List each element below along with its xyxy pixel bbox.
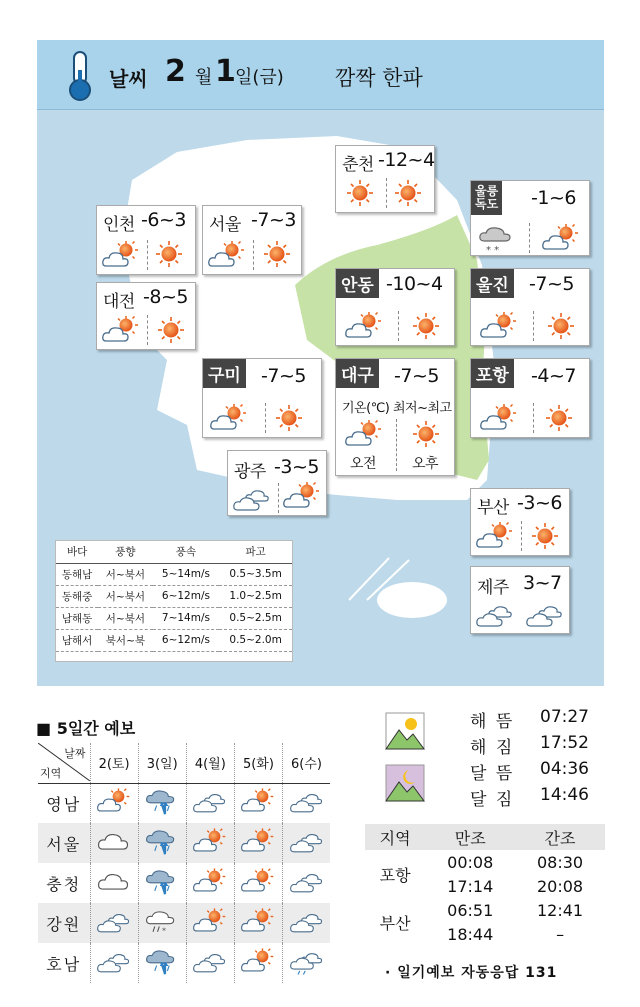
tide-low: 12:41 — [537, 900, 584, 920]
sun-cloud-icon — [209, 403, 249, 433]
city-temp: -7~5 — [394, 365, 439, 387]
city-name: 대전 — [103, 292, 135, 312]
city-name: 인천 — [103, 215, 135, 235]
city-temp: -3~5 — [274, 456, 319, 478]
sun-icon — [269, 403, 309, 433]
sun-cloud-icon — [344, 311, 384, 341]
sea-cell: 서~북서 — [98, 563, 152, 585]
divider — [521, 521, 522, 551]
sea-header: 바다 — [56, 541, 98, 563]
forecast-row — [38, 783, 330, 823]
table-row — [56, 563, 292, 585]
clouds-icon — [289, 867, 325, 895]
city-name: 안동 — [336, 269, 379, 298]
tide-header: 만조 — [425, 824, 515, 850]
city-card-pohang — [470, 358, 590, 438]
sun-cloud-icon — [192, 867, 228, 895]
day-header: 3(일) — [138, 743, 186, 783]
forecast-row — [38, 823, 330, 863]
city-card-seoul — [202, 205, 302, 275]
city-temp: -7~5 — [529, 273, 574, 295]
clouds-icon — [289, 827, 325, 855]
city-temp: -7~5 — [261, 365, 306, 387]
region-name: 영남 — [38, 783, 90, 823]
divider — [529, 223, 530, 253]
ars-info: · 일기예보 자동응답 131 — [385, 965, 558, 981]
region-name: 강원 — [38, 903, 90, 943]
sea-header: 풍향 — [98, 541, 152, 563]
city-temp: -6~3 — [141, 209, 186, 231]
corner-header — [38, 743, 90, 783]
clouds-icon — [96, 907, 132, 935]
tide-high: 00:08 — [447, 852, 494, 872]
tide-high: 17:14 — [447, 876, 494, 896]
am-label: 오전 — [350, 456, 377, 472]
moonrise-label: 달 뜸 — [470, 764, 515, 784]
table-row — [56, 629, 292, 651]
city-card-uljin — [470, 268, 590, 346]
day-header: 6(수) — [291, 757, 322, 773]
divider — [265, 403, 266, 433]
rain-clouds-icon — [289, 947, 325, 975]
sea-conditions-table — [55, 540, 293, 662]
tide-low: – — [556, 924, 565, 944]
divider — [533, 403, 534, 433]
clouds-icon — [192, 947, 228, 975]
snow-cloud-icon — [477, 223, 517, 253]
forecast-row — [38, 863, 330, 903]
divider — [253, 240, 254, 270]
sun-mountain-icon — [385, 712, 425, 750]
clouds-icon — [289, 787, 325, 815]
city-name: 광주 — [234, 462, 266, 482]
forecast-table — [38, 743, 330, 983]
city-temp: -3~6 — [517, 492, 562, 514]
city-temp: -12~4 — [378, 149, 435, 171]
tide-table — [365, 824, 605, 946]
tide-high: 06:51 — [447, 900, 494, 920]
clouds-icon — [232, 483, 272, 513]
clouds-icon — [525, 599, 565, 629]
moonset-label: 달 짐 — [470, 790, 515, 810]
forecast-title: ■ 5일간 예보 — [36, 719, 136, 738]
sea-cell: 북서~북 — [98, 629, 152, 651]
sun-cloud-icon — [541, 223, 581, 253]
divider — [398, 311, 399, 341]
sun-icon — [257, 239, 297, 269]
sun-cloud-icon — [240, 787, 276, 815]
divider — [386, 178, 387, 208]
city-name: 춘천 — [342, 155, 374, 175]
sun-cloud-icon — [101, 315, 141, 345]
cloud-icon — [96, 867, 132, 895]
forecast-row — [38, 943, 330, 983]
moonset-time: 14:46 — [540, 785, 589, 805]
moonrise-time: 04:36 — [540, 759, 589, 779]
sun-icon — [406, 419, 446, 449]
corner-date: 날짜 — [64, 747, 86, 760]
sun-cloud-icon — [479, 311, 519, 341]
pm-label: 오후 — [412, 456, 439, 472]
clouds-icon — [289, 907, 325, 935]
tide-region: 부산 — [379, 913, 411, 933]
temp-legend: 기온(℃) 최저~최고 — [342, 401, 452, 416]
day-header: 4(월) — [186, 743, 234, 783]
sea-header: 파고 — [219, 541, 292, 563]
city-card-andong — [335, 268, 455, 346]
day-unit: 일(금) — [235, 67, 284, 88]
sea-cell: 서~북서 — [98, 585, 152, 607]
clouds-icon — [475, 599, 515, 629]
sun-cloud-icon — [207, 240, 247, 270]
city-card-ulleung — [470, 180, 590, 256]
city-card-gwangju — [227, 450, 327, 516]
cloud-icon — [96, 827, 132, 855]
sea-cell: 동해중 — [56, 585, 98, 607]
sun-cloud-icon — [240, 827, 276, 855]
city-card-daegu — [335, 358, 455, 476]
sea-cell: 남해서 — [56, 629, 98, 651]
tide-header: 지역 — [365, 824, 425, 850]
table-row — [365, 850, 605, 874]
clouds-icon — [96, 947, 132, 975]
sun-icon — [149, 239, 189, 269]
divider — [147, 240, 148, 270]
divider — [278, 483, 279, 513]
city-card-daejeon — [96, 282, 196, 350]
sun-cloud-icon — [240, 907, 276, 935]
clouds-icon — [192, 787, 228, 815]
sea-cell: 6~12m/s — [153, 585, 220, 607]
moon-mountain-icon — [385, 764, 425, 802]
sunset-time: 17:52 — [540, 733, 589, 753]
weather-label: 날씨 — [109, 67, 148, 91]
month: 2 — [165, 54, 186, 89]
sun-cloud-icon — [344, 419, 384, 449]
sun-icon — [340, 178, 380, 208]
city-temp: -8~5 — [143, 286, 188, 308]
sun-cloud-icon — [101, 240, 141, 270]
city-card-busan — [470, 488, 570, 556]
city-name: 부산 — [477, 498, 509, 518]
city-name: 서울 — [209, 215, 241, 235]
tide-region: 포항 — [379, 865, 411, 885]
city-name: 대구 — [336, 359, 379, 388]
rain-cloud-icon — [144, 787, 180, 815]
divider — [533, 311, 534, 341]
sea-cell: 남해동 — [56, 607, 98, 629]
sun-cloud-icon — [192, 907, 228, 935]
sea-cell: 동해남 — [56, 563, 98, 585]
sea-cell: 서~북서 — [98, 607, 152, 629]
table-row — [56, 585, 292, 607]
city-name: 포항 — [471, 359, 514, 388]
sea-cell: 0.5~2.0m — [219, 629, 292, 651]
tide-high: 18:44 — [447, 924, 494, 944]
table-row — [56, 607, 292, 629]
day-header: 2(토) — [90, 743, 138, 783]
month-unit: 월 — [195, 67, 213, 88]
sunset-label: 해 짐 — [470, 738, 515, 758]
city-temp: -10~4 — [386, 273, 443, 295]
sun-cloud-icon — [96, 787, 132, 815]
city-name: 울릉 독도 — [471, 181, 502, 215]
city-temp: -4~7 — [531, 365, 576, 387]
day-header: 5(화) — [234, 743, 282, 783]
sun-cloud-icon — [282, 481, 322, 511]
city-temp: -1~6 — [531, 187, 576, 209]
city-name: 울진 — [471, 269, 514, 298]
sea-cell: 6~12m/s — [153, 629, 220, 651]
tide-low: 20:08 — [537, 876, 584, 896]
sea-cell: 0.5~2.5m — [219, 607, 292, 629]
city-card-chuncheon — [335, 145, 435, 213]
sun-icon — [525, 521, 565, 551]
sunrise-label: 해 뜸 — [470, 712, 515, 732]
city-card-incheon — [96, 205, 196, 275]
day: 1 — [215, 54, 236, 89]
headline: 깜짝 한파 — [335, 66, 423, 90]
sunrise-time: 07:27 — [540, 707, 589, 727]
sun-cloud-icon — [240, 947, 276, 975]
divider — [396, 419, 397, 471]
sun-icon — [151, 315, 191, 345]
region-name: 호남 — [38, 943, 90, 983]
rain-snow-cloud-icon — [144, 907, 180, 935]
sea-cell: 0.5~3.5m — [219, 563, 292, 585]
sun-cloud-icon — [479, 403, 519, 433]
sun-cloud-icon — [475, 521, 515, 551]
tide-low: 08:30 — [537, 852, 584, 872]
sea-cell: 7~14m/s — [153, 607, 220, 629]
city-name: 구미 — [203, 359, 246, 388]
city-card-jeju — [470, 566, 570, 634]
rain-cloud-icon — [144, 867, 180, 895]
sun-cloud-icon — [192, 827, 228, 855]
tide-header: 간조 — [515, 824, 605, 850]
header — [37, 40, 604, 110]
sun-icon — [539, 403, 579, 433]
sea-header: 풍속 — [153, 541, 220, 563]
city-card-gumi — [202, 358, 322, 438]
sun-icon — [541, 311, 581, 341]
city-name: 제주 — [477, 578, 509, 598]
city-temp: 3~7 — [523, 572, 562, 594]
sun-cloud-icon — [240, 867, 276, 895]
forecast-row — [38, 903, 330, 943]
sun-icon — [388, 178, 428, 208]
divider — [147, 315, 148, 345]
region-name: 서울 — [38, 823, 90, 863]
corner-region: 지역 — [40, 766, 62, 780]
thermometer-icon — [65, 48, 95, 104]
sea-cell: 1.0~2.5m — [219, 585, 292, 607]
region-name: 충청 — [38, 863, 90, 903]
rain-cloud-icon — [144, 827, 180, 855]
table-row — [365, 898, 605, 922]
sea-cell: 5~14m/s — [153, 563, 220, 585]
rain-cloud-icon — [144, 947, 180, 975]
city-temp: -7~3 — [251, 209, 296, 231]
sun-icon — [406, 311, 446, 341]
